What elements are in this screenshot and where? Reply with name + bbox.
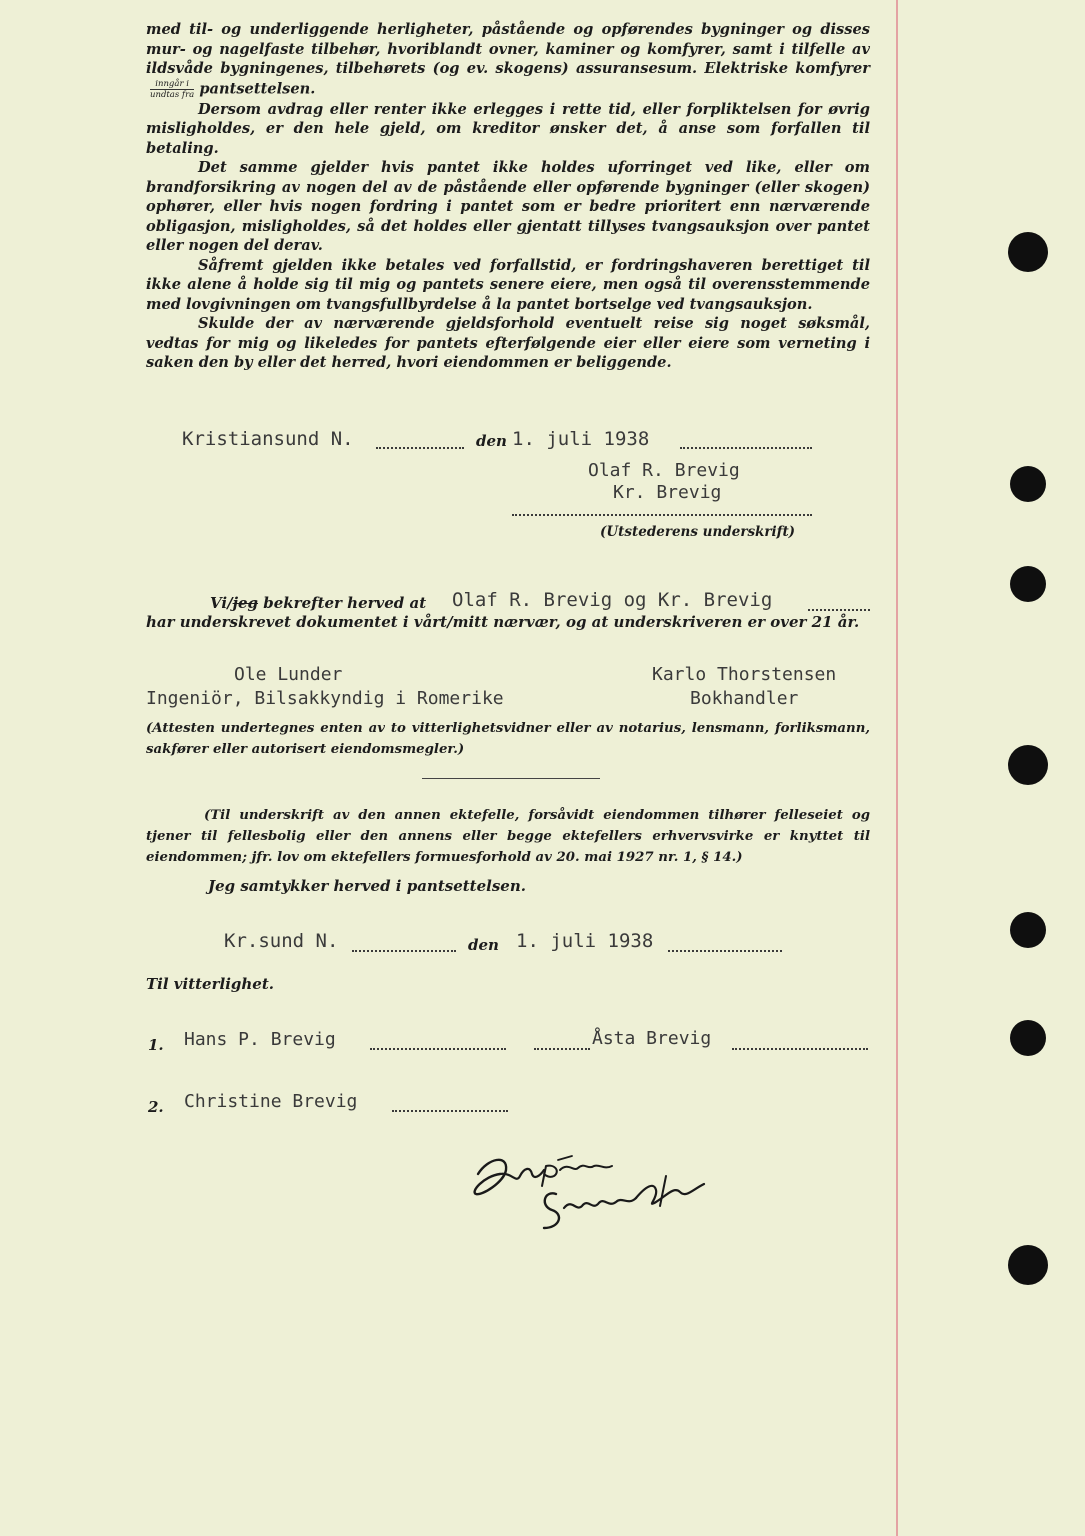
witness-1-title: Ingeniör, Bilsakkyndig i Romerike xyxy=(146,688,504,709)
witness-number-2: 2. xyxy=(148,1098,164,1116)
issuer-date: 1. juli 1938 xyxy=(512,428,650,450)
dotted-line xyxy=(680,447,812,449)
binding-hole xyxy=(1010,1020,1046,1056)
issuer-signature-1: Olaf R. Brevig xyxy=(588,460,740,481)
issuer-place: Kristiansund N. xyxy=(182,428,354,450)
handwritten-signature xyxy=(460,1136,720,1246)
dotted-line xyxy=(808,609,870,611)
issuer-den-label: den xyxy=(476,432,507,450)
signature-dotted-line xyxy=(512,514,812,516)
spouse-den-label: den xyxy=(468,936,499,954)
binding-hole xyxy=(1008,745,1048,785)
dotted-line xyxy=(534,1048,590,1050)
issuer-signature-2: Kr. Brevig xyxy=(613,482,722,503)
binding-hole xyxy=(1010,466,1046,502)
dotted-line xyxy=(392,1110,508,1112)
dotted-line xyxy=(376,447,464,449)
spouse-note: (Til underskrift av den annen ektefelle, forsåvidt eiendommen tilhører felleseiet og tjener til fellesbolig eller den annens eller begge ektefellers erhvervsvirke er knyttet til eiendommen; jfr. lov om ektefellers formuesforhold av 20. mai 1927 nr. 1, § 14.) xyxy=(146,808,870,865)
attestation-note: (Attesten undertegnes enten av to vitterlighetsvidner eller av notarius, lensmann, forliksmann, sakfører eller autorisert eiendomsmegler.) xyxy=(146,721,870,757)
binding-hole xyxy=(1010,566,1046,602)
red-margin-line xyxy=(896,0,898,1536)
witness-1-name: Ole Lunder xyxy=(234,664,343,685)
consent-witness-2: Christine Brevig xyxy=(184,1091,358,1112)
struck-word: jeg xyxy=(232,594,259,612)
witness-2-title: Bokhandler xyxy=(690,688,799,709)
separator-rule xyxy=(422,778,600,779)
legal-text xyxy=(146,20,870,373)
inngar-undtas-fraction: $\frac{\text{inngår i}}{\text{undtas fra}}$ xyxy=(150,78,195,100)
binding-hole xyxy=(1008,1245,1048,1285)
spouse-consent: Jeg samtykker herved i pantsettelsen. xyxy=(208,877,526,895)
witness-confirm-prefix: Vi/jeg bekrefter herved at xyxy=(210,594,427,612)
paragraph-4: Såfremt gjelden ikke betales ved forfallstid, er fordringshaveren berettiget til ikke alene å holde sig til mig og pantets senere eiere, men også til overensstemmende med lovgivningen om tvangsfullbyrdelse å la pantet bortselge ved tvangsauksjon. xyxy=(146,256,870,313)
til-vitterlighet: Til vitterlighet. xyxy=(146,975,274,993)
dotted-line xyxy=(352,950,456,952)
witness-confirm-line2: har underskrevet dokumentet i vårt/mitt nærvær, og at underskriveren er over 21 år. xyxy=(146,613,860,631)
dotted-line xyxy=(732,1048,868,1050)
paragraph-5: Skulde der av nærværende gjeldsforhold eventuelt reise sig noget søksmål, vedtas for mig og likeledes for pantets efterfølgende eier eller eiere som verneting i saken den by eller det herred, hvori eiendommen er beliggende. xyxy=(146,315,870,371)
consent-witness-1: Hans P. Brevig xyxy=(184,1029,336,1050)
witness-confirmed-names: Olaf R. Brevig og Kr. Brevig xyxy=(452,589,773,611)
binding-hole xyxy=(1010,912,1046,948)
dotted-line xyxy=(370,1048,506,1050)
spouse-place: Kr.sund N. xyxy=(224,930,339,952)
paragraph-1: med til- og underliggende herligheter, påstående og opførendes bygninger og disses mur- og nagelfaste tilbehør, hvoriblandt ovner, kaminer og komfyrer, samt i tilfelle av ildsvåde bygningenes, tilbehørets (og ev. skogens) assuransesum. Elektriske komfyrer $\frac{\text{inngår i}}{\text{undtas fra}}$ pantsettelsen. xyxy=(146,21,870,100)
paragraph-2: Dersom avdrag eller renter ikke erlegges i rette tid, eller forpliktelsen for øvrig misligholdes, er den hele gjeld, om kreditor ønsker det, å anse som forfallen til betaling. xyxy=(146,100,870,157)
issuer-caption: (Utstederens underskrift) xyxy=(600,524,796,540)
consent-signer: Åsta Brevig xyxy=(592,1028,712,1049)
witness-number-1: 1. xyxy=(148,1036,164,1054)
binding-hole xyxy=(1008,232,1048,272)
spouse-date: 1. juli 1938 xyxy=(516,930,654,952)
paragraph-3: Det samme gjelder hvis pantet ikke holdes uforringet ved like, eller om brandforsikring av nogen del av de påstående eller opførende bygninger (eller skogen) ophører, eller hvis nogen fordring i pantet som er bedre prioritert enn nærværende obligasjon, misligholdes, så det holdes eller gjentatt tillyses tvangsauksjon over pantet eller nogen del derav. xyxy=(146,159,870,254)
dotted-line xyxy=(668,950,782,952)
witness-2-name: Karlo Thorstensen xyxy=(652,664,837,685)
